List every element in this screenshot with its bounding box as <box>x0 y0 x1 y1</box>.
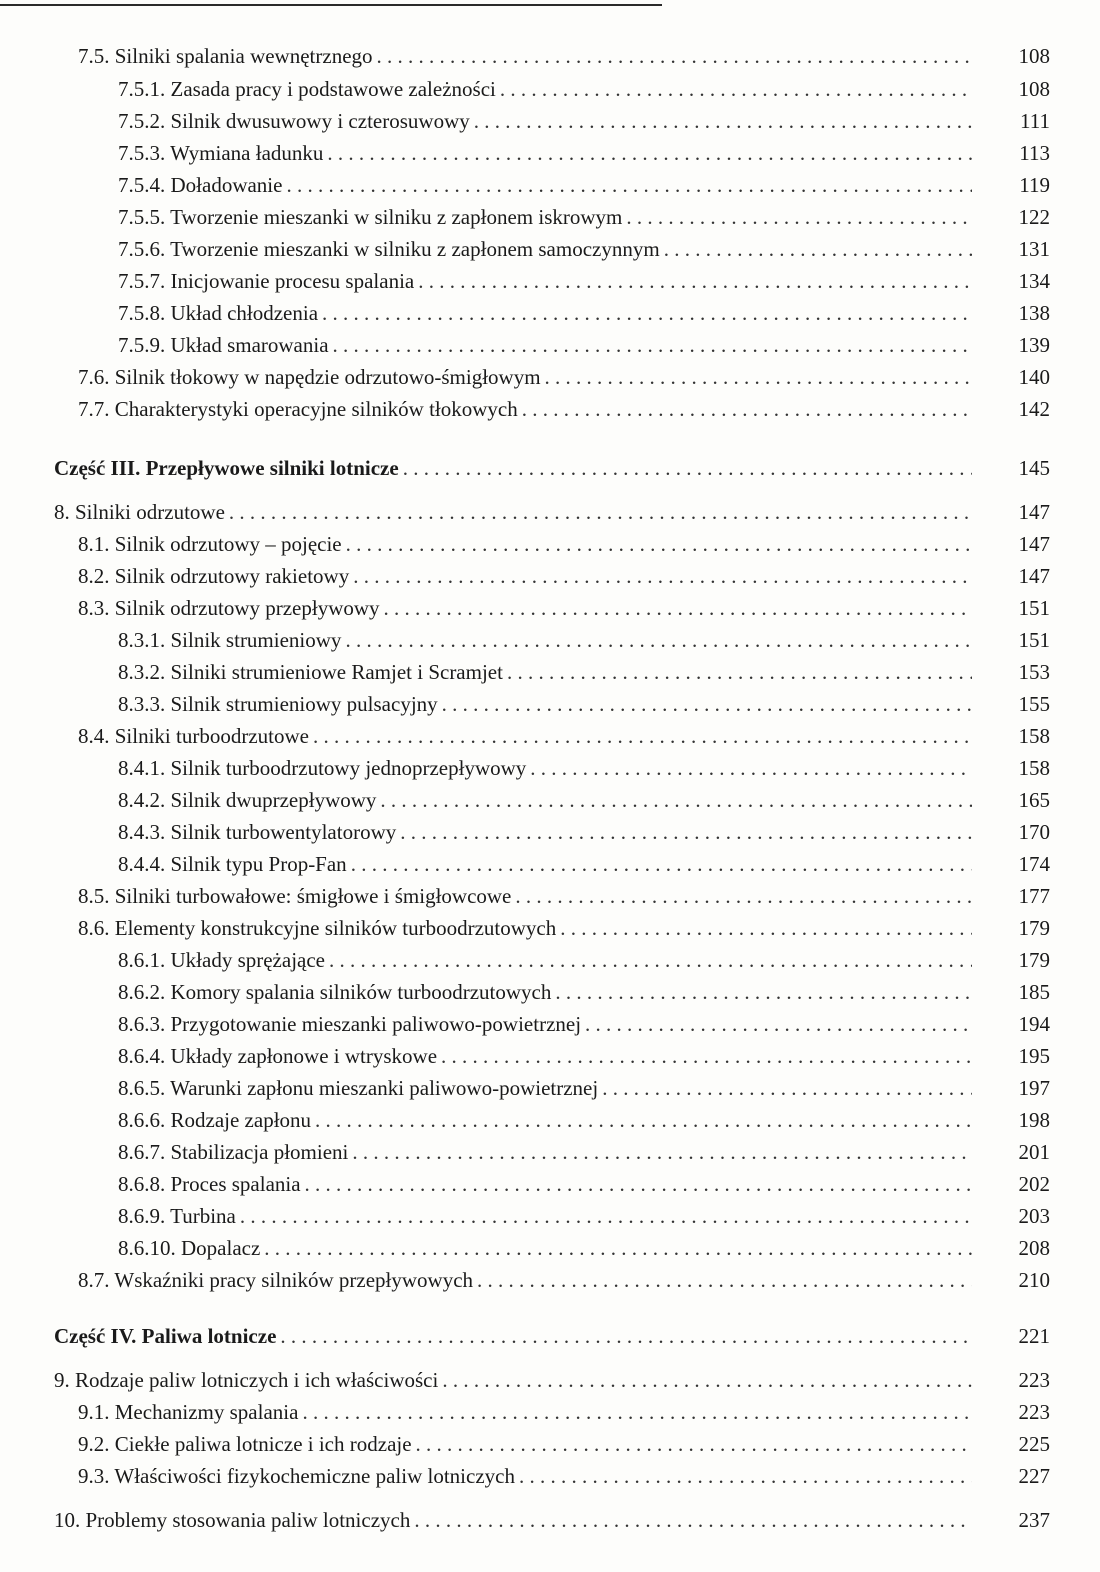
toc-entry-page: 138 <box>1018 301 1050 325</box>
toc-entry <box>0 137 1100 169</box>
toc-entry-title: 7.5.8. Układ chłodzenia <box>118 301 319 325</box>
toc-entry-page: 227 <box>1018 1464 1050 1488</box>
toc-entry-title: 8.6.1. Układy sprężające <box>118 948 325 972</box>
dot-leader <box>500 73 972 105</box>
toc-entry-page: 134 <box>1018 269 1050 293</box>
toc-entry-page: 139 <box>1018 333 1050 357</box>
toc-entry-page: 108 <box>1018 77 1050 101</box>
toc-entry <box>0 656 1100 688</box>
dot-leader <box>545 361 972 393</box>
dot-leader <box>519 1460 972 1492</box>
dot-leader <box>327 137 972 169</box>
toc-entry-title: 8.7. Wskaźniki pracy silników przepływowych <box>78 1268 474 1292</box>
toc-entry-title: 9. Rodzaje paliw lotniczych i ich właściwości <box>54 1368 439 1392</box>
toc-part-heading <box>0 452 1100 484</box>
toc-entry <box>0 592 1100 624</box>
toc-entry <box>0 1460 1100 1492</box>
toc-entry-page: 185 <box>1018 980 1050 1004</box>
dot-leader <box>400 816 972 848</box>
dot-leader <box>442 688 972 720</box>
toc-entry-page: 108 <box>1018 44 1050 68</box>
toc-entry-page: 131 <box>1018 237 1050 261</box>
dot-leader <box>522 393 972 425</box>
dot-leader <box>441 1040 972 1072</box>
dot-leader <box>280 1320 972 1352</box>
toc-entry <box>0 688 1100 720</box>
dot-leader <box>329 944 972 976</box>
toc-entry <box>0 560 1100 592</box>
dot-leader <box>403 452 972 484</box>
dot-leader <box>351 848 972 880</box>
toc-entry-page: 147 <box>1018 564 1050 588</box>
toc-entry <box>0 1104 1100 1136</box>
toc-entry-title: 8.6.10. Dopalacz <box>118 1236 261 1260</box>
toc-entry-title: 8.4. Silniki turboodrzutowe <box>78 724 309 748</box>
toc-entry-title: Część III. Przepływowe silniki lotnicze <box>54 456 399 480</box>
toc-entry-page: 198 <box>1018 1108 1050 1132</box>
dot-leader <box>474 105 972 137</box>
toc-entry-title: 8.3.1. Silnik strumieniowy <box>118 628 342 652</box>
toc-entry-page: 225 <box>1018 1432 1050 1456</box>
dot-leader <box>302 1396 972 1428</box>
dot-leader <box>602 1072 972 1104</box>
toc-entry-title: 7.5.1. Zasada pracy i podstawowe zależności <box>118 77 496 101</box>
toc-entry-title: 8. Silniki odrzutowe <box>54 500 225 524</box>
dot-leader <box>442 1364 972 1396</box>
toc-entry-title: 10. Problemy stosowania paliw lotniczych <box>54 1508 411 1532</box>
dot-leader <box>322 297 972 329</box>
toc-entry <box>0 1396 1100 1428</box>
toc-entry <box>0 297 1100 329</box>
toc-entry-title: 7.5.9. Układ smarowania <box>118 333 329 357</box>
toc-chapter <box>0 1364 1100 1396</box>
dot-leader <box>240 1200 972 1232</box>
toc-entry-page: 203 <box>1018 1204 1050 1228</box>
toc-entry-page: 151 <box>1018 596 1050 620</box>
toc-entry <box>0 1168 1100 1200</box>
toc-entry-page: 147 <box>1018 532 1050 556</box>
dot-leader <box>346 528 972 560</box>
toc-entry <box>0 944 1100 976</box>
toc-entry-page: 158 <box>1018 756 1050 780</box>
toc-entry-page: 119 <box>1019 173 1050 197</box>
dot-leader <box>626 201 972 233</box>
toc-entry <box>0 1428 1100 1460</box>
dot-leader <box>315 1104 972 1136</box>
toc-entry-page: 210 <box>1018 1268 1050 1292</box>
toc-entry-title: 8.4.3. Silnik turbowentylatorowy <box>118 820 397 844</box>
dot-leader <box>418 265 972 297</box>
toc-entry-title: 8.4.2. Silnik dwuprzepływowy <box>118 788 377 812</box>
toc-entry <box>0 912 1100 944</box>
toc-entry <box>0 329 1100 361</box>
toc-entry-title: 8.6.7. Stabilizacja płomieni <box>118 1140 349 1164</box>
toc-entry <box>0 784 1100 816</box>
dot-leader <box>555 976 972 1008</box>
toc-entry <box>0 201 1100 233</box>
toc-entry-title: 8.5. Silniki turbowałowe: śmigłowe i śmigłowcowe <box>78 884 512 908</box>
toc-entry-title: 8.1. Silnik odrzutowy – pojęcie <box>78 532 342 556</box>
toc-entry-page: 237 <box>1018 1508 1050 1532</box>
toc-chapter <box>0 1504 1100 1536</box>
dot-leader <box>313 720 972 752</box>
toc-entry-title: 8.4.1. Silnik turboodrzutowy jednoprzepływowy <box>118 756 527 780</box>
toc-entry <box>0 1264 1100 1296</box>
toc-entry <box>0 1072 1100 1104</box>
toc-entry <box>0 816 1100 848</box>
toc-entry-page: 201 <box>1018 1140 1050 1164</box>
toc-entry-title: 9.3. Właściwości fizykochemiczne paliw lotniczych <box>78 1464 515 1488</box>
toc-entry <box>0 1008 1100 1040</box>
toc-entry-page: 122 <box>1018 205 1050 229</box>
toc-entry-page: 223 <box>1018 1368 1050 1392</box>
dot-leader <box>333 329 972 361</box>
toc-entry <box>0 752 1100 784</box>
toc-entry-title: 9.2. Ciekłe paliwa lotnicze i ich rodzaje <box>78 1432 412 1456</box>
toc-entry-title: 7.5.3. Wymiana ładunku <box>118 141 324 165</box>
dot-leader <box>585 1008 972 1040</box>
toc-entry-page: 142 <box>1018 397 1050 421</box>
toc-entry <box>0 1040 1100 1072</box>
dot-leader <box>416 1428 972 1460</box>
toc-entry <box>0 105 1100 137</box>
toc-entry <box>0 880 1100 912</box>
toc-entry-title: 8.2. Silnik odrzutowy rakietowy <box>78 564 350 588</box>
toc-entry <box>0 393 1100 425</box>
toc-entry-title: 8.4.4. Silnik typu Prop-Fan <box>118 852 347 876</box>
top-rule <box>0 4 662 6</box>
dot-leader <box>477 1264 972 1296</box>
toc-entry-page: 151 <box>1018 628 1050 652</box>
toc-entry-page: 195 <box>1018 1044 1050 1068</box>
toc-entry-page: 221 <box>1018 1324 1050 1348</box>
toc-entry-page: 179 <box>1018 916 1050 940</box>
dot-leader <box>352 1136 972 1168</box>
dot-leader <box>377 40 972 72</box>
toc-entry <box>0 265 1100 297</box>
toc-entry-page: 140 <box>1018 365 1050 389</box>
dot-leader <box>507 656 972 688</box>
toc-entry <box>0 848 1100 880</box>
toc-entry-title: 8.3. Silnik odrzutowy przepływowy <box>78 596 380 620</box>
toc-entry-title: 8.6.6. Rodzaje zapłonu <box>118 1108 312 1132</box>
toc-entry-title: 8.6. Elementy konstrukcyjne silników turboodrzutowych <box>78 916 557 940</box>
toc-entry-page: 194 <box>1018 1012 1050 1036</box>
toc-entry-title: 7.5.7. Inicjowanie procesu spalania <box>118 269 415 293</box>
toc-chapter <box>0 496 1100 528</box>
toc-entry <box>0 1136 1100 1168</box>
dot-leader <box>229 496 972 528</box>
toc-entry-page: 158 <box>1018 724 1050 748</box>
toc-entry-page: 177 <box>1018 884 1050 908</box>
dot-leader <box>384 592 972 624</box>
toc-entry-page: 197 <box>1018 1076 1050 1100</box>
dot-leader <box>286 169 972 201</box>
toc-entry-page: 153 <box>1018 660 1050 684</box>
toc-entry <box>0 624 1100 656</box>
toc-part-heading <box>0 1320 1100 1352</box>
toc-entry-page: 223 <box>1018 1400 1050 1424</box>
dot-leader <box>345 624 972 656</box>
toc-entry-page: 111 <box>1020 109 1050 133</box>
toc-entry <box>0 1200 1100 1232</box>
toc-entry <box>0 361 1100 393</box>
toc-entry-page: 174 <box>1018 852 1050 876</box>
toc-entry-title: 7.5.6. Tworzenie mieszanki w silniku z zapłonem samoczynnym <box>118 237 660 261</box>
toc-entry-page: 145 <box>1018 456 1050 480</box>
toc-entry-title: 7.6. Silnik tłokowy w napędzie odrzutowo-śmigłowym <box>78 365 541 389</box>
dot-leader <box>515 880 972 912</box>
toc-entry-page: 208 <box>1018 1236 1050 1260</box>
dot-leader <box>353 560 972 592</box>
toc-entry-title: 8.6.8. Proces spalania <box>118 1172 301 1196</box>
toc-entry-title: 7.7. Charakterystyki operacyjne silników tłokowych <box>78 397 518 421</box>
toc-entry-title: 8.6.9. Turbina <box>118 1204 236 1228</box>
dot-leader <box>414 1504 972 1536</box>
toc-entry-page: 170 <box>1018 820 1050 844</box>
toc-entry-title: Część IV. Paliwa lotnicze <box>54 1324 277 1348</box>
toc-entry <box>0 1232 1100 1264</box>
dot-leader <box>530 752 972 784</box>
dot-leader <box>264 1232 972 1264</box>
toc-entry-title: 7.5.4. Doładowanie <box>118 173 283 197</box>
toc-entry <box>0 40 1100 72</box>
toc-entry-title: 8.6.2. Komory spalania silników turboodrzutowych <box>118 980 552 1004</box>
toc-entry <box>0 233 1100 265</box>
toc-entry-title: 7.5. Silniki spalania wewnętrznego <box>78 44 373 68</box>
toc-entry-title: 8.3.2. Silniki strumieniowe Ramjet i Scramjet <box>118 660 503 684</box>
toc-entry-page: 165 <box>1018 788 1050 812</box>
toc-entry-title: 9.1. Mechanizmy spalania <box>78 1400 299 1424</box>
dot-leader <box>305 1168 972 1200</box>
dot-leader <box>560 912 972 944</box>
toc-entry-title: 7.5.2. Silnik dwusuwowy i czterosuwowy <box>118 109 470 133</box>
toc-entry <box>0 720 1100 752</box>
toc-entry <box>0 976 1100 1008</box>
toc-entry-title: 8.6.3. Przygotowanie mieszanki paliwowo-powietrznej <box>118 1012 582 1036</box>
toc-entry-title: 8.6.5. Warunki zapłonu mieszanki paliwowo-powietrznej <box>118 1076 599 1100</box>
toc-entry <box>0 73 1100 105</box>
toc-entry-page: 179 <box>1018 948 1050 972</box>
toc-entry-page: 113 <box>1019 141 1050 165</box>
dot-leader <box>664 233 972 265</box>
dot-leader <box>380 784 972 816</box>
toc-entry <box>0 169 1100 201</box>
toc-entry-title: 7.5.5. Tworzenie mieszanki w silniku z zapłonem iskrowym <box>118 205 623 229</box>
toc-entry-page: 147 <box>1018 500 1050 524</box>
toc-entry <box>0 528 1100 560</box>
toc-entry-page: 202 <box>1018 1172 1050 1196</box>
toc-entry-title: 8.6.4. Układy zapłonowe i wtryskowe <box>118 1044 438 1068</box>
toc-entry-page: 155 <box>1018 692 1050 716</box>
toc-entry-title: 8.3.3. Silnik strumieniowy pulsacyjny <box>118 692 438 716</box>
